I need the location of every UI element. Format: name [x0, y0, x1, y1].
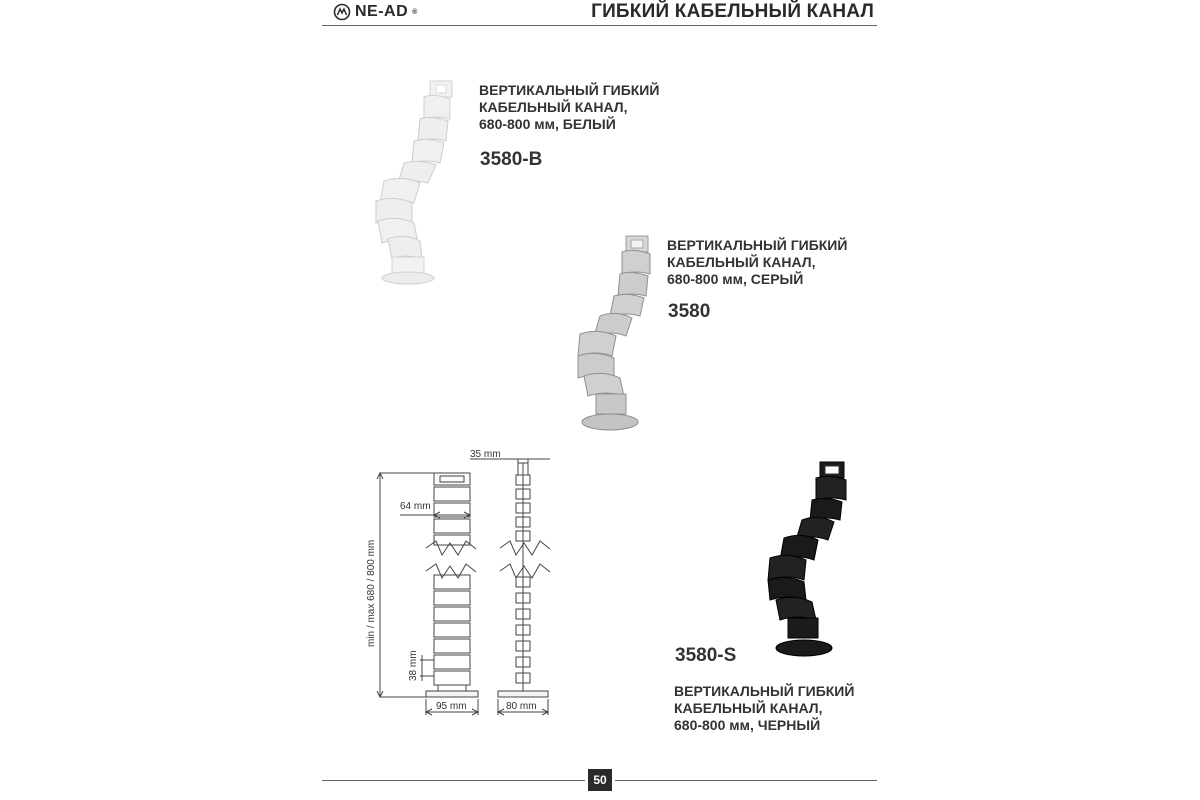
product-description-black: [674, 683, 854, 734]
product-description-line: КАБЕЛЬНЫЙ КАНАЛ,: [479, 99, 628, 115]
product-image-white: [358, 75, 458, 290]
brand-logo: [333, 3, 418, 21]
product-description-line: ВЕРТИКАЛЬНЫЙ ГИБКИЙ: [667, 237, 848, 253]
dimension-label-segment-height: 38 mm: [408, 650, 419, 681]
brand-name: NE-AD: [355, 3, 409, 20]
dimension-drawing: [360, 445, 580, 725]
dimension-label-width-top: 35 mm: [470, 449, 501, 460]
product-code-black: 3580-S: [675, 645, 737, 666]
footer-rule-left: [322, 780, 585, 781]
dimension-label-height: min / max 680 / 800 mm: [366, 539, 377, 647]
dimension-label-base-front: 95 mm: [436, 701, 467, 712]
page-title: ГИБКИЙ КАБЕЛЬНЫЙ КАНАЛ: [591, 1, 874, 22]
page-number: 50: [588, 769, 612, 791]
product-description-line: ВЕРТИКАЛЬНЫЙ ГИБКИЙ: [479, 82, 660, 98]
product-description-line: 680-800 мм, БЕЛЫЙ: [479, 116, 616, 132]
product-description-line: 680-800 мм, ЧЕРНЫЙ: [674, 717, 821, 733]
brand-registered-mark: ®: [412, 8, 418, 16]
dimension-label-base-side: 80 mm: [506, 701, 537, 712]
product-image-gray: [570, 232, 660, 442]
product-image-black: [760, 458, 860, 663]
product-description-line: КАБЕЛЬНЫЙ КАНАЛ,: [674, 700, 823, 716]
product-description-line: 680-800 мм, СЕРЫЙ: [667, 271, 804, 287]
product-description-gray: [667, 237, 847, 288]
product-description-line: ВЕРТИКАЛЬНЫЙ ГИБКИЙ: [674, 683, 855, 699]
product-description-line: КАБЕЛЬНЫЙ КАНАЛ,: [667, 254, 816, 270]
product-description-white: [479, 82, 659, 133]
brand-logo-icon: [333, 3, 351, 21]
product-code-gray: 3580: [668, 301, 711, 322]
footer-rule-right: [615, 780, 877, 781]
header-rule: [322, 25, 877, 26]
dimension-label-segment-width: 64 mm: [400, 501, 431, 512]
product-code-white: 3580-B: [480, 149, 543, 170]
